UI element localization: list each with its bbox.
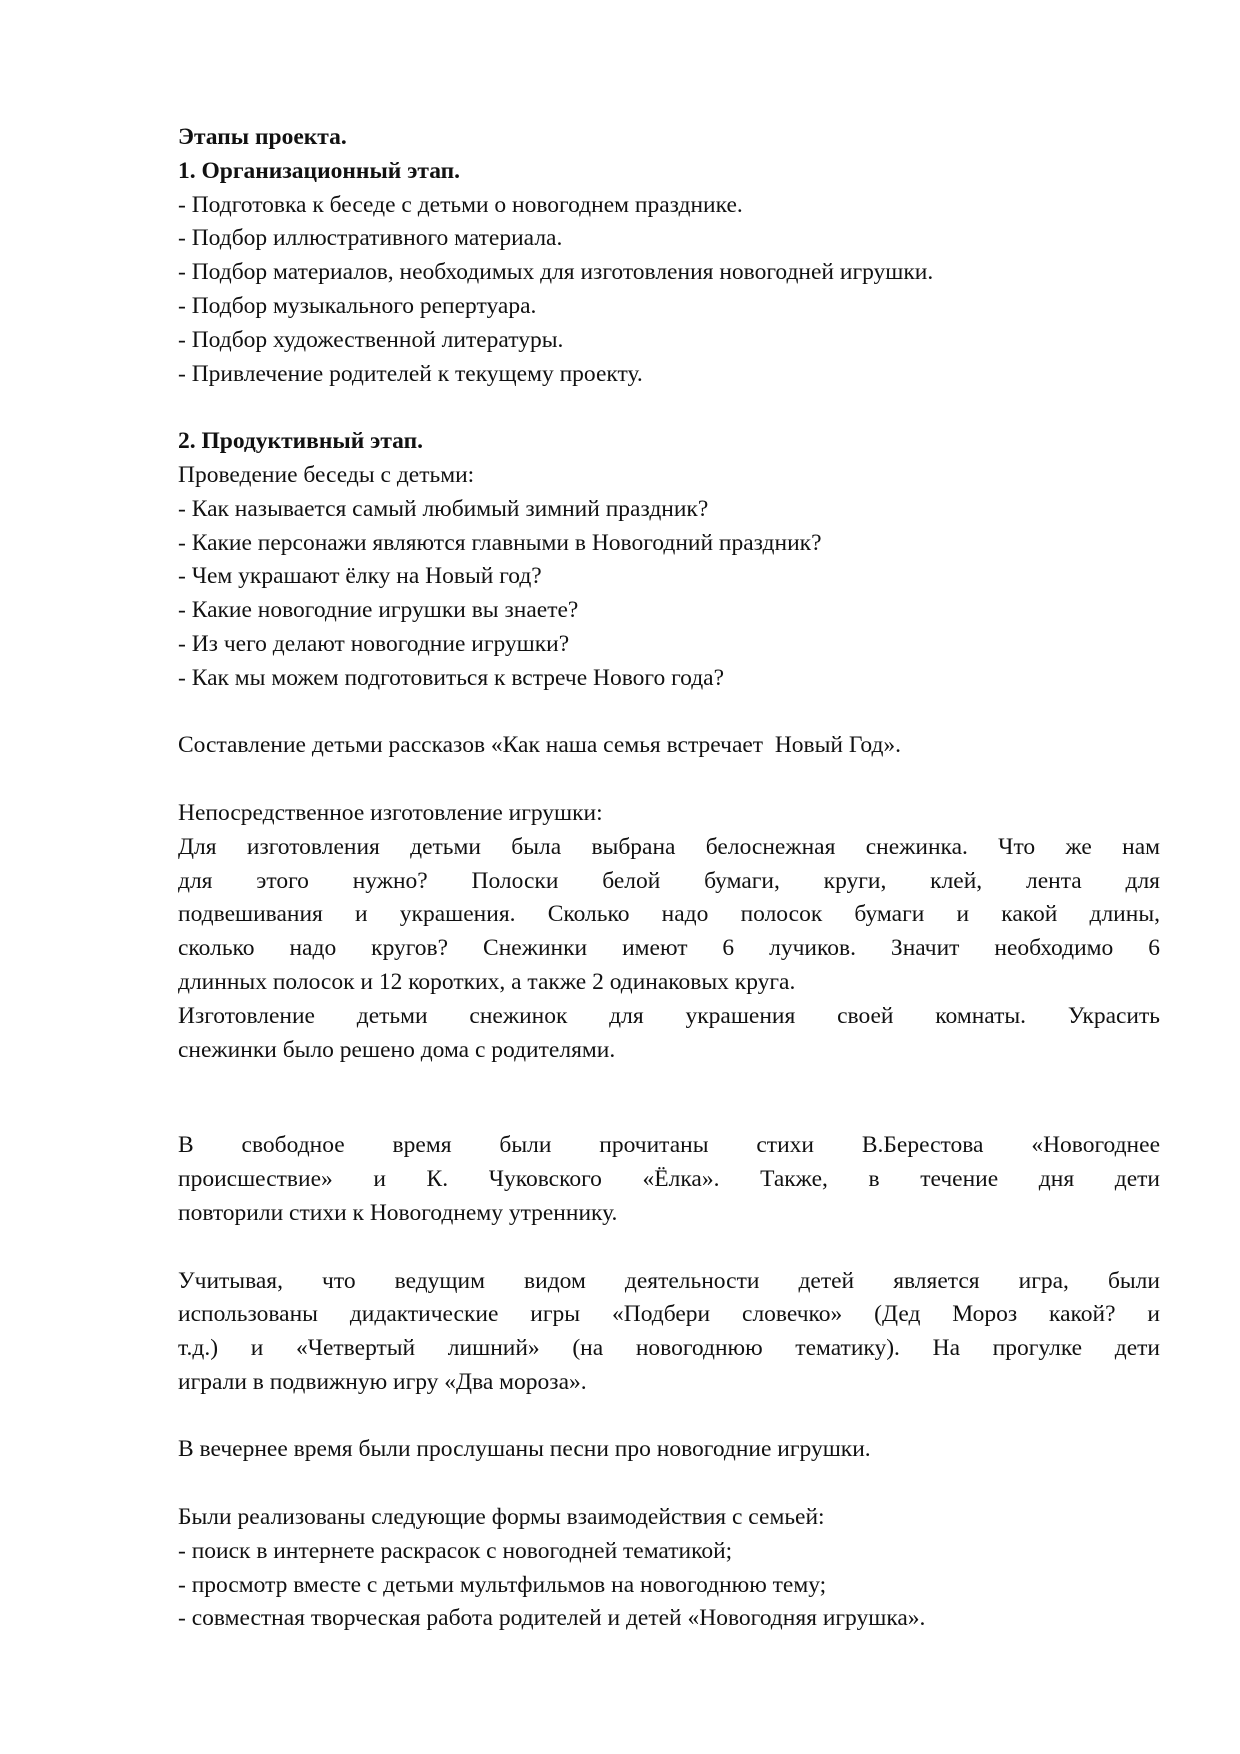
paragraph-line: т.д.) и «Четвертый лишний» (на новогоднюю тематику). На прогулке дети <box>178 1335 1160 1362</box>
paragraph-line: снежинки было решено дома с родителями. <box>178 1036 616 1063</box>
paragraph-line: играли в подвижную игру «Два мороза». <box>178 1368 587 1395</box>
list-item: - Привлечение родителей к текущему проекту. <box>178 360 643 387</box>
list-item: - Какие новогодние игрушки вы знаете? <box>178 597 579 624</box>
paragraph-line: подвешивания и украшения. Сколько надо полосок бумаги и какой длины, <box>178 901 1160 928</box>
evening-paragraph: В вечернее время были прослушаны песни про новогодние игрушки. <box>178 1436 871 1463</box>
paragraph-line: Изготовление детьми снежинок для украшения своей комнаты. Украсить <box>178 1002 1160 1029</box>
paragraph-line: сколько надо кругов? Снежинки имеют 6 лучиков. Значит необходимо 6 <box>178 935 1160 962</box>
list-item: - Из чего делают новогодние игрушки? <box>178 630 570 657</box>
paragraph-line: для этого нужно? Полоски белой бумаги, круги, клей, лента для <box>178 867 1160 894</box>
list-item: - Подбор иллюстративного материала. <box>178 225 563 252</box>
list-item: - Какие персонажи являются главными в Новогодний праздник? <box>178 529 822 556</box>
family-intro: Были реализованы следующие формы взаимодействия с семьей: <box>178 1504 825 1531</box>
paragraph-line: длинных полосок и 12 коротких, а также 2 одинаковых круга. <box>178 968 796 995</box>
making-intro: Непосредственное изготовление игрушки: <box>178 799 603 826</box>
conversation-intro: Проведение беседы с детьми: <box>178 461 475 488</box>
list-item: - Подготовка к беседе с детьми о новогоднем празднике. <box>178 191 743 218</box>
stage1-heading: 1. Организационный этап. <box>178 157 461 184</box>
list-item: - Как мы можем подготовиться к встрече Нового года? <box>178 664 725 691</box>
list-item: - просмотр вместе с детьми мультфильмов на новогоднюю тему; <box>178 1571 827 1598</box>
list-item: - Подбор материалов, необходимых для изготовления новогодней игрушки. <box>178 259 934 286</box>
document-page <box>178 121 1160 1636</box>
paragraph-line: происшествие» и К. Чуковского «Ёлка». Также, в течение дня дети <box>178 1166 1160 1193</box>
stage2-heading: 2. Продуктивный этап. <box>178 428 424 455</box>
list-item: - Как называется самый любимый зимний праздник? <box>178 495 709 522</box>
list-item: - Подбор музыкального репертуара. <box>178 292 537 319</box>
stories-paragraph: Составление детьми рассказов «Как наша семья встречает Новый Год». <box>178 732 902 759</box>
paragraph-line: повторили стихи к Новогоднему утреннику. <box>178 1199 618 1226</box>
paragraph-line: использованы дидактические игры «Подбери словечко» (Дед Мороз какой? и <box>178 1301 1160 1328</box>
list-item: - совместная творческая работа родителей и детей «Новогодняя игрушка». <box>178 1605 926 1632</box>
page-title: Этапы проекта. <box>178 124 347 150</box>
paragraph-line: Учитывая, что ведущим видом деятельности детей является игра, были <box>178 1267 1160 1294</box>
paragraph-line: В свободное время были прочитаны стихи В.Берестова «Новогоднее <box>178 1132 1160 1159</box>
list-item: - Чем украшают ёлку на Новый год? <box>178 563 542 590</box>
paragraph-line: Для изготовления детьми была выбрана белоснежная снежинка. Что же нам <box>178 833 1160 860</box>
list-item: - Подбор художественной литературы. <box>178 326 564 353</box>
list-item: - поиск в интернете раскрасок с новогодней тематикой; <box>178 1537 733 1564</box>
